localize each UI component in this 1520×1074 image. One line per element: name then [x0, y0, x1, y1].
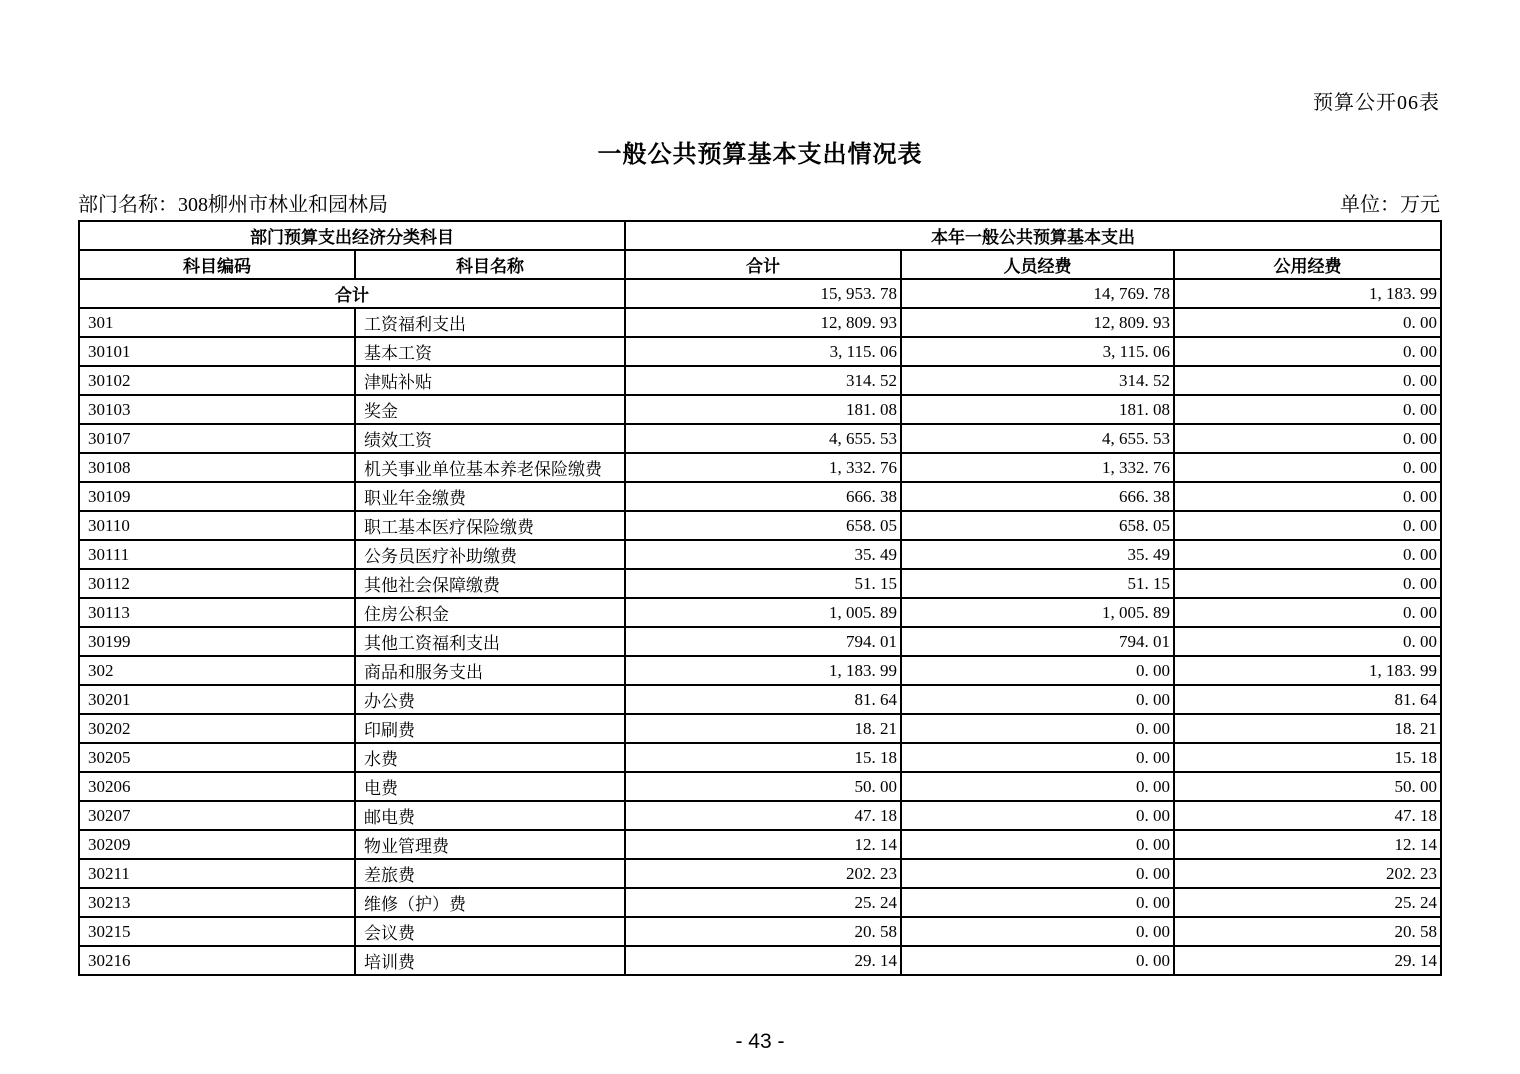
table-row: [79, 656, 1441, 685]
personnel-funds-cell: 794. 01: [901, 627, 1174, 656]
table-row: [79, 830, 1441, 859]
public-funds-cell: 0. 00: [1174, 308, 1441, 337]
page-number: - 43 -: [735, 1030, 785, 1053]
public-funds-cell: 12. 14: [1174, 830, 1441, 859]
grand-total-row: [79, 279, 1441, 308]
subject-code-cell: 30101: [79, 337, 355, 366]
personnel-funds-cell: 1, 005. 89: [901, 598, 1174, 627]
subject-name-cell: 物业管理费: [355, 830, 625, 859]
subject-name-cell: 商品和服务支出: [355, 656, 625, 685]
grand-total-cell: 15, 953. 78: [625, 279, 901, 308]
expenditure-group-header: 本年一般公共预算基本支出: [625, 221, 1441, 250]
subject-name-cell: 印刷费: [355, 714, 625, 743]
subject-name-cell: 公务员医疗补助缴费: [355, 540, 625, 569]
subject-code-cell: 30211: [79, 859, 355, 888]
subject-name-cell: 办公费: [355, 685, 625, 714]
public-funds-cell: 81. 64: [1174, 685, 1441, 714]
total-cell: 4, 655. 53: [625, 424, 901, 453]
table-row: [79, 569, 1441, 598]
personnel-funds-cell: 4, 655. 53: [901, 424, 1174, 453]
total-cell: 15. 18: [625, 743, 901, 772]
grand-total-public-cell: 1, 183. 99: [1174, 279, 1441, 308]
subject-code-cell: 30205: [79, 743, 355, 772]
subject-code-cell: 30107: [79, 424, 355, 453]
subject-name-cell: 其他社会保障缴费: [355, 569, 625, 598]
col-header-personnel-funds: 人员经费: [901, 250, 1174, 279]
table-row: [79, 917, 1441, 946]
table-row: [79, 946, 1441, 975]
total-cell: 81. 64: [625, 685, 901, 714]
subject-code-cell: 30216: [79, 946, 355, 975]
subject-code-cell: 30206: [79, 772, 355, 801]
subject-code-cell: 30108: [79, 453, 355, 482]
personnel-funds-cell: 0. 00: [901, 830, 1174, 859]
table-row: [79, 772, 1441, 801]
subject-code-cell: 30213: [79, 888, 355, 917]
total-cell: 50. 00: [625, 772, 901, 801]
personnel-funds-cell: 3, 115. 06: [901, 337, 1174, 366]
public-funds-cell: 50. 00: [1174, 772, 1441, 801]
classification-group-header: 部门预算支出经济分类科目: [79, 221, 625, 250]
subject-name-cell: 机关事业单位基本养老保险缴费: [355, 453, 625, 482]
col-header-total: 合计: [625, 250, 901, 279]
personnel-funds-cell: 0. 00: [901, 743, 1174, 772]
table-row: [79, 337, 1441, 366]
subject-name-cell: 维修（护）费: [355, 888, 625, 917]
column-header-row: [79, 250, 1441, 279]
subject-code-cell: 30202: [79, 714, 355, 743]
col-header-public-funds: 公用经费: [1174, 250, 1441, 279]
table-row: [79, 743, 1441, 772]
personnel-funds-cell: 51. 15: [901, 569, 1174, 598]
subject-code-cell: 302: [79, 656, 355, 685]
table-row: [79, 453, 1441, 482]
public-funds-cell: 0. 00: [1174, 337, 1441, 366]
public-funds-cell: 0. 00: [1174, 424, 1441, 453]
total-cell: 12. 14: [625, 830, 901, 859]
total-cell: 29. 14: [625, 946, 901, 975]
table-row: [79, 366, 1441, 395]
public-funds-cell: 0. 00: [1174, 540, 1441, 569]
personnel-funds-cell: 666. 38: [901, 482, 1174, 511]
subject-code-cell: 30207: [79, 801, 355, 830]
public-funds-cell: 0. 00: [1174, 569, 1441, 598]
unit-label: 单位：万元: [1340, 194, 1440, 216]
table-row: [79, 627, 1441, 656]
table-meta-row: [78, 188, 1440, 217]
public-funds-cell: 25. 24: [1174, 888, 1441, 917]
personnel-funds-cell: 181. 08: [901, 395, 1174, 424]
subject-code-cell: 30201: [79, 685, 355, 714]
public-funds-cell: 0. 00: [1174, 482, 1441, 511]
subject-name-cell: 津贴补贴: [355, 366, 625, 395]
total-cell: 51. 15: [625, 569, 901, 598]
personnel-funds-cell: 0. 00: [901, 772, 1174, 801]
public-funds-cell: 47. 18: [1174, 801, 1441, 830]
total-cell: 12, 809. 93: [625, 308, 901, 337]
subject-code-cell: 30103: [79, 395, 355, 424]
grand-total-label-cell: 合计: [79, 279, 625, 308]
personnel-funds-cell: 12, 809. 93: [901, 308, 1174, 337]
subject-code-cell: 301: [79, 308, 355, 337]
subject-name-cell: 基本工资: [355, 337, 625, 366]
subject-code-cell: 30113: [79, 598, 355, 627]
public-funds-cell: 0. 00: [1174, 366, 1441, 395]
total-cell: 1, 332. 76: [625, 453, 901, 482]
total-cell: 47. 18: [625, 801, 901, 830]
subject-name-cell: 电费: [355, 772, 625, 801]
subject-name-cell: 差旅费: [355, 859, 625, 888]
personnel-funds-cell: 1, 332. 76: [901, 453, 1174, 482]
subject-name-cell: 水费: [355, 743, 625, 772]
personnel-funds-cell: 0. 00: [901, 946, 1174, 975]
personnel-funds-cell: 0. 00: [901, 656, 1174, 685]
subject-code-cell: 30199: [79, 627, 355, 656]
personnel-funds-cell: 658. 05: [901, 511, 1174, 540]
subject-name-cell: 其他工资福利支出: [355, 627, 625, 656]
table-row: [79, 685, 1441, 714]
table-row: [79, 540, 1441, 569]
table-row: [79, 598, 1441, 627]
subject-name-cell: 绩效工资: [355, 424, 625, 453]
subject-name-cell: 职工基本医疗保险缴费: [355, 511, 625, 540]
department-name-label: 部门名称：308柳州市林业和园林局: [78, 194, 388, 216]
budget-expenditure-table: [78, 220, 1442, 976]
subject-name-cell: 培训费: [355, 946, 625, 975]
grand-total-personnel-cell: 14, 769. 78: [901, 279, 1174, 308]
table-row: [79, 888, 1441, 917]
public-funds-cell: 202. 23: [1174, 859, 1441, 888]
personnel-funds-cell: 0. 00: [901, 917, 1174, 946]
public-funds-cell: 20. 58: [1174, 917, 1441, 946]
subject-name-cell: 住房公积金: [355, 598, 625, 627]
personnel-funds-cell: 0. 00: [901, 888, 1174, 917]
total-cell: 1, 005. 89: [625, 598, 901, 627]
total-cell: 3, 115. 06: [625, 337, 901, 366]
col-header-subject-name: 科目名称: [355, 250, 625, 279]
total-cell: 18. 21: [625, 714, 901, 743]
subject-code-cell: 30112: [79, 569, 355, 598]
personnel-funds-cell: 0. 00: [901, 859, 1174, 888]
personnel-funds-cell: 0. 00: [901, 714, 1174, 743]
subject-code-cell: 30109: [79, 482, 355, 511]
subject-name-cell: 邮电费: [355, 801, 625, 830]
subject-code-cell: 30209: [79, 830, 355, 859]
total-cell: 202. 23: [625, 859, 901, 888]
total-cell: 181. 08: [625, 395, 901, 424]
total-cell: 314. 52: [625, 366, 901, 395]
table-row: [79, 424, 1441, 453]
personnel-funds-cell: 0. 00: [901, 801, 1174, 830]
subject-code-cell: 30111: [79, 540, 355, 569]
total-cell: 25. 24: [625, 888, 901, 917]
personnel-funds-cell: 35. 49: [901, 540, 1174, 569]
table-body: [79, 279, 1441, 975]
public-funds-cell: 0. 00: [1174, 627, 1441, 656]
personnel-funds-cell: 314. 52: [901, 366, 1174, 395]
table-row: [79, 714, 1441, 743]
subject-code-cell: 30110: [79, 511, 355, 540]
subject-name-cell: 职业年金缴费: [355, 482, 625, 511]
table-row: [79, 308, 1441, 337]
personnel-funds-cell: 0. 00: [901, 685, 1174, 714]
subject-name-cell: 奖金: [355, 395, 625, 424]
table-row: [79, 859, 1441, 888]
page-title: 一般公共预算基本支出情况表: [597, 142, 923, 168]
total-cell: 35. 49: [625, 540, 901, 569]
public-funds-cell: 18. 21: [1174, 714, 1441, 743]
col-header-subject-code: 科目编码: [79, 250, 355, 279]
subject-code-cell: 30215: [79, 917, 355, 946]
total-cell: 1, 183. 99: [625, 656, 901, 685]
public-funds-cell: 15. 18: [1174, 743, 1441, 772]
total-cell: 666. 38: [625, 482, 901, 511]
public-funds-cell: 0. 00: [1174, 453, 1441, 482]
form-number-label: 预算公开06表: [1313, 92, 1440, 114]
table-row: [79, 511, 1441, 540]
table-row: [79, 801, 1441, 830]
public-funds-cell: 0. 00: [1174, 511, 1441, 540]
total-cell: 794. 01: [625, 627, 901, 656]
group-header-row: [79, 221, 1441, 250]
subject-name-cell: 工资福利支出: [355, 308, 625, 337]
public-funds-cell: 1, 183. 99: [1174, 656, 1441, 685]
table-row: [79, 482, 1441, 511]
total-cell: 658. 05: [625, 511, 901, 540]
table-row: [79, 395, 1441, 424]
total-cell: 20. 58: [625, 917, 901, 946]
public-funds-cell: 0. 00: [1174, 598, 1441, 627]
public-funds-cell: 29. 14: [1174, 946, 1441, 975]
subject-code-cell: 30102: [79, 366, 355, 395]
subject-name-cell: 会议费: [355, 917, 625, 946]
public-funds-cell: 0. 00: [1174, 395, 1441, 424]
